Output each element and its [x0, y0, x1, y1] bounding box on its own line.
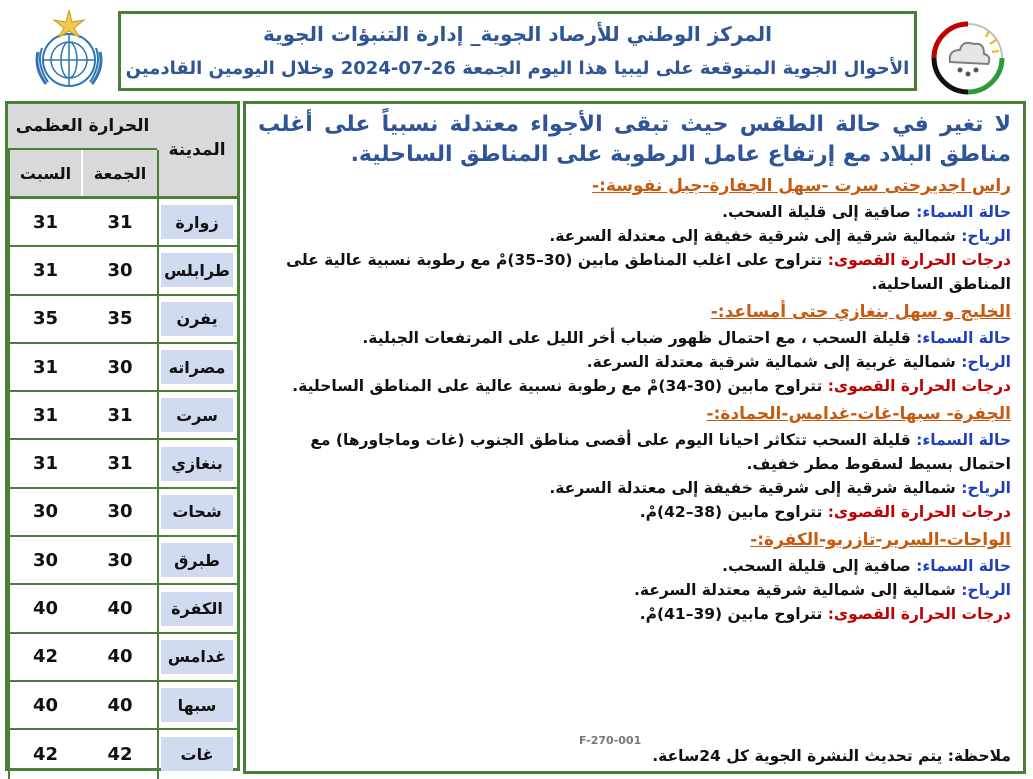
page-subtitle: الأحوال الجوية المتوقعة على ليبيا هذا اليوم الجمعة 26-07-2024 وخلال اليومين القادمين	[125, 58, 910, 79]
friday-temp: 30	[83, 489, 159, 535]
table-row	[8, 440, 237, 488]
region-block	[258, 402, 1011, 524]
saturday-temp: 31	[8, 344, 81, 390]
city-name: يفرن	[161, 302, 233, 336]
table-body	[8, 199, 237, 779]
friday-temp: 31	[83, 199, 159, 245]
region-title: الخليج و سهل بنغازي حتى أمساعد:-	[710, 302, 1011, 322]
city-name: غدامس	[161, 640, 233, 674]
city-cell	[157, 199, 237, 245]
friday-temp: 40	[83, 682, 159, 728]
city-name: غات	[161, 737, 233, 771]
city-name: مصراته	[161, 350, 233, 384]
temp-line	[258, 602, 1011, 626]
friday-temp: 31	[83, 440, 159, 486]
wind-label: الرياح:	[961, 353, 1011, 371]
page-title: المركز الوطني للأرصاد الجوية_ إدارة التنبؤات الجوية	[262, 22, 773, 46]
sky-line	[258, 200, 1011, 224]
update-note: ملاحظة: يتم تحديث النشرة الجوية كل 24ساعة.	[652, 747, 1011, 765]
saturday-temp: 40	[8, 585, 81, 631]
wind-line	[258, 350, 1011, 374]
friday-temp: 30	[83, 247, 159, 293]
city-cell	[157, 440, 237, 486]
temperature-table	[5, 101, 240, 771]
saturday-temp: 40	[8, 682, 81, 728]
city-name: شحات	[161, 495, 233, 529]
header-friday: الجمعة	[83, 150, 159, 196]
table-row	[8, 634, 237, 682]
temp-value: تتراوح على اغلب المناطق مابين (30–35)مْ مع رطوبة نسبية عالية على المناطق الساحلية.	[286, 251, 1011, 293]
saturday-temp: 42	[8, 730, 81, 778]
table-row	[8, 344, 237, 392]
header-box	[118, 11, 917, 91]
city-cell	[157, 682, 237, 728]
wmo-logo	[24, 8, 114, 98]
wind-line	[258, 578, 1011, 602]
city-name: طبرق	[161, 543, 233, 577]
table-row	[8, 489, 237, 537]
table-row	[8, 537, 237, 585]
table-header	[8, 104, 237, 199]
sky-line	[258, 428, 1011, 476]
sky-value: صافية إلى قليلة السحب.	[722, 203, 911, 221]
temp-label: درجات الحرارة القصوى:	[827, 503, 1011, 521]
sky-label: حالة السماء:	[916, 431, 1011, 449]
sky-line	[258, 326, 1011, 350]
wind-value: شمالية إلى شمالية شرقية معتدلة السرعة.	[633, 581, 956, 599]
wind-value: شمالية شرقية إلى شرقية خفيفة إلى معتدلة السرعة.	[549, 227, 956, 245]
city-cell	[157, 537, 237, 583]
region-block	[258, 300, 1011, 398]
saturday-temp: 30	[8, 537, 81, 583]
saturday-temp: 31	[8, 392, 81, 438]
header-max-temp: الحرارة العظمى	[8, 104, 157, 150]
sky-line	[258, 554, 1011, 578]
city-cell	[157, 730, 237, 778]
friday-temp: 31	[83, 392, 159, 438]
saturday-temp: 42	[8, 634, 81, 680]
temp-line	[258, 500, 1011, 524]
saturday-temp: 35	[8, 296, 81, 342]
ncm-logo	[928, 18, 1008, 98]
temp-label: درجات الحرارة القصوى:	[827, 605, 1011, 623]
saturday-temp: 31	[8, 247, 81, 293]
city-cell	[157, 392, 237, 438]
header-saturday: السبت	[8, 150, 81, 196]
city-name: بنغازي	[161, 447, 233, 481]
regions-list	[258, 174, 1011, 626]
city-name: سبها	[161, 688, 233, 722]
region-title: الواحات-السرير-تازربو-الكفرة:-	[750, 530, 1011, 550]
saturday-temp: 31	[8, 440, 81, 486]
sky-label: حالة السماء:	[916, 203, 1011, 221]
city-name: زوارة	[161, 205, 233, 239]
saturday-temp: 31	[8, 199, 81, 245]
wind-line	[258, 224, 1011, 248]
wind-label: الرياح:	[961, 227, 1011, 245]
friday-temp: 30	[83, 537, 159, 583]
wind-label: الرياح:	[961, 581, 1011, 599]
sky-label: حالة السماء:	[916, 329, 1011, 347]
forecast-panel	[243, 101, 1026, 774]
temp-label: درجات الحرارة القصوى:	[827, 251, 1011, 269]
table-row	[8, 247, 237, 295]
city-cell	[157, 634, 237, 680]
wind-label: الرياح:	[961, 479, 1011, 497]
region-block	[258, 528, 1011, 626]
table-row	[8, 199, 237, 247]
sky-label: حالة السماء:	[916, 557, 1011, 575]
temp-label: درجات الحرارة القصوى:	[827, 377, 1011, 395]
temp-value: تتراوح مابين (38–42)مْ.	[639, 503, 823, 521]
friday-temp: 40	[83, 585, 159, 631]
region-title: راس اجديرحتى سرت -سهل الجفارة-جبل نفوسة:-	[592, 176, 1011, 196]
temp-line	[258, 374, 1011, 398]
form-code: F-270-001	[579, 734, 642, 747]
city-name: سرت	[161, 398, 233, 432]
table-row	[8, 296, 237, 344]
wind-value: شمالية شرقية إلى شرقية خفيفة إلى معتدلة السرعة.	[549, 479, 956, 497]
temp-line	[258, 248, 1011, 296]
friday-temp: 40	[83, 634, 159, 680]
wind-line	[258, 476, 1011, 500]
friday-temp: 35	[83, 296, 159, 342]
table-row	[8, 392, 237, 440]
wind-value: شمالية غربية إلى شمالية شرقية معتدلة السرعة.	[586, 353, 956, 371]
sky-value: صافية إلى قليلة السحب.	[722, 557, 911, 575]
sky-value: قليلة السحب تتكاثر احيانا اليوم على أقصى مناطق الجنوب (غات وماجاورها) مع احتمال بسيط لسقوط مطر خفيف.	[310, 431, 1011, 473]
city-cell	[157, 489, 237, 535]
region-title: الجفرة- سبها-غات-غدامس-الحمادة:-	[706, 404, 1011, 424]
region-block	[258, 174, 1011, 296]
friday-temp: 30	[83, 344, 159, 390]
header-city: المدينة	[155, 104, 237, 196]
friday-temp: 42	[83, 730, 159, 778]
forecast-summary: لا تغير في حالة الطقس حيث تبقى الأجواء معتدلة نسبياً على أغلب مناطق البلاد مع إرتفاع عامل الرطوبة على المناطق الساحلية.	[258, 112, 1011, 167]
table-row	[8, 730, 237, 778]
table-row	[8, 682, 237, 730]
temp-value: تتراوح مابين (39–41)مْ.	[639, 605, 823, 623]
sky-value: قليلة السحب ، مع احتمال ظهور ضباب أخر الليل على المرتفعات الجبلية.	[362, 329, 911, 347]
city-cell	[157, 247, 237, 293]
table-row	[8, 585, 237, 633]
city-cell	[157, 296, 237, 342]
city-cell	[157, 585, 237, 631]
city-name: طرابلس	[161, 253, 233, 287]
saturday-temp: 30	[8, 489, 81, 535]
city-name: الكفرة	[161, 592, 233, 626]
city-cell	[157, 344, 237, 390]
temp-value: تتراوح مابين (30-34)مْ مع رطوبة نسبية عالية على المناطق الساحلية.	[292, 377, 823, 395]
